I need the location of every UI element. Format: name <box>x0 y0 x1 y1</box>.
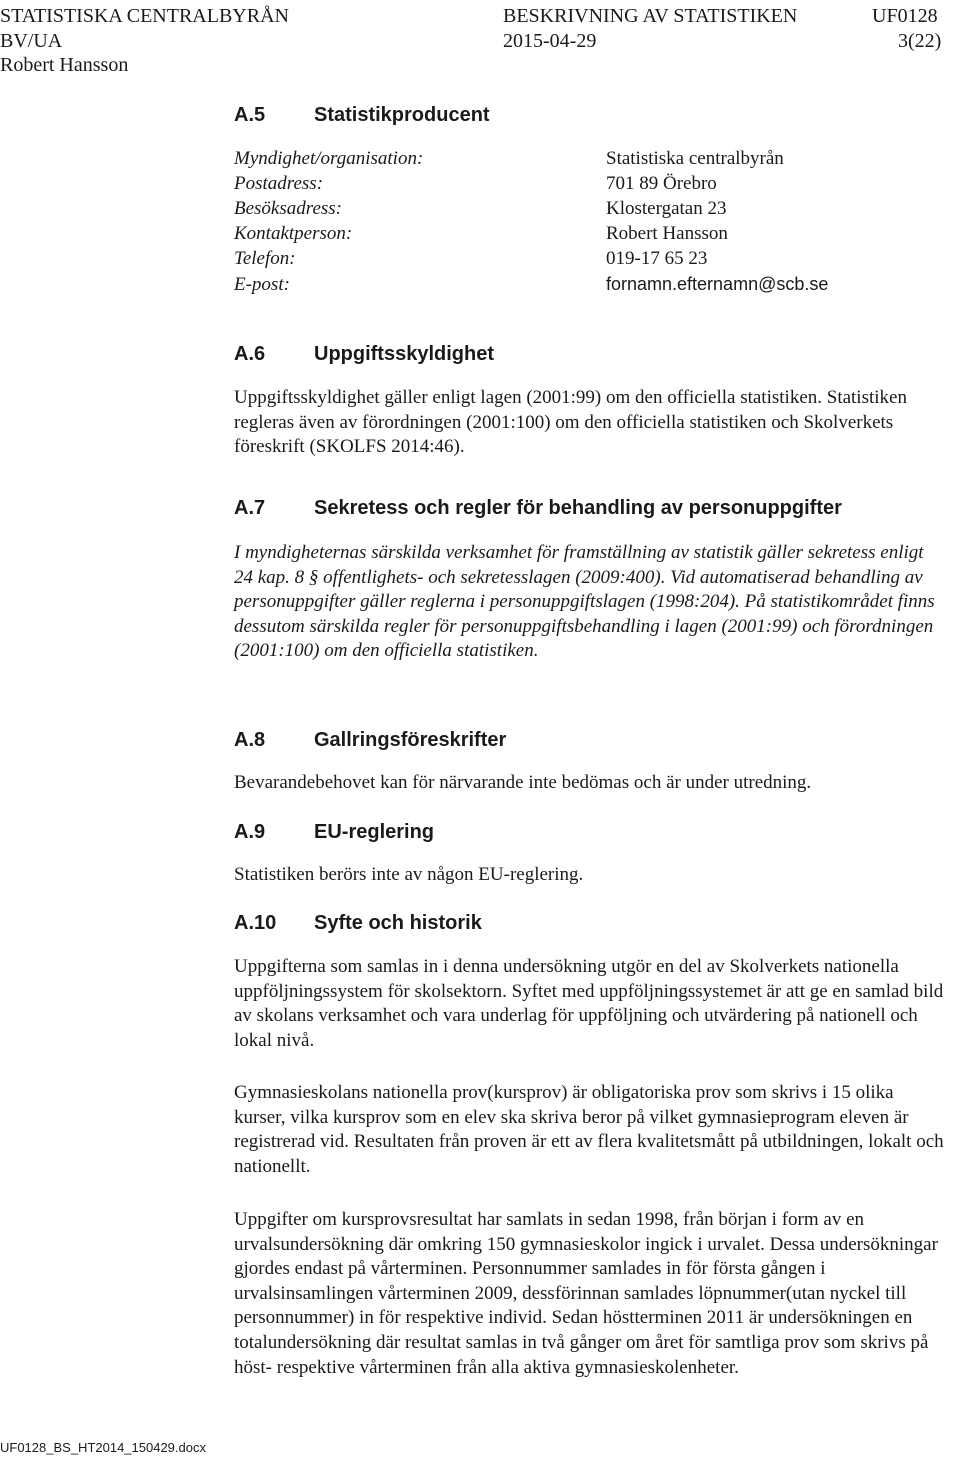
email-link[interactable]: fornamn.efternamn@scb.se <box>606 274 829 294</box>
section-a10-paragraph-2: Gymnasieskolans nationella prov(kursprov) är obligatoriska prov som skrivs i 15 olika kurser, vilka kursprov som en elev ska skriva beror på vilket gymnasieprogram eleven är registrerad vid. Resultaten från proven är ett av flera kvalitetsmått på utbildningen, lokalt och nationellt. <box>234 1082 944 1177</box>
header-doc-type: BESKRIVNING AV STATISTIKEN <box>503 5 798 27</box>
section-a9-heading <box>234 819 434 845</box>
section-a6-heading <box>234 341 494 367</box>
info-label: Postadress: <box>234 173 324 194</box>
section-number: A.7 <box>234 497 266 519</box>
section-title: Statistikproducent <box>314 104 490 126</box>
header-unit: BV/UA <box>0 30 63 52</box>
section-number: A.10 <box>234 912 277 934</box>
info-value: 701 89 Örebro <box>606 173 717 194</box>
section-a9-text: Statistiken berörs inte av någon EU-reglering. <box>234 864 584 885</box>
section-a5-heading <box>234 102 490 128</box>
section-title: Gallringsföreskrifter <box>314 729 507 751</box>
info-row <box>234 222 728 246</box>
section-a8-text: Bevarandebehovet kan för närvarande inte bedömas och är under utredning. <box>234 772 812 793</box>
header-page: 3(22) <box>898 30 942 52</box>
section-number: A.8 <box>234 729 266 751</box>
info-row <box>234 172 717 196</box>
header-code: UF0128 <box>872 5 938 27</box>
info-row <box>234 247 707 271</box>
section-number: A.6 <box>234 343 266 365</box>
info-value: 019-17 65 23 <box>606 248 708 269</box>
info-value: Klostergatan 23 <box>606 198 727 219</box>
info-label: Kontaktperson: <box>234 223 353 244</box>
section-number: A.9 <box>234 821 266 843</box>
section-title: Uppgiftsskyldighet <box>314 343 495 365</box>
info-value: Robert Hansson <box>606 223 728 244</box>
info-label: E-post: <box>234 274 290 295</box>
section-a6-text: Uppgiftsskyldighet gäller enligt lagen (2001:99) om den officiella statistiken. Statistiken regleras även av förordningen (2001:100) om den officiella statistiken och Skolverkets föreskrift (SKOLFS 2014:46). <box>234 387 907 458</box>
info-row <box>234 197 727 221</box>
section-a7-heading <box>234 495 842 521</box>
section-title: Sekretess och regler för behandling av personuppgifter <box>314 497 842 519</box>
info-row <box>234 147 784 171</box>
section-a8-heading <box>234 727 506 753</box>
section-a7-text: I myndigheternas särskilda verksamhet för framställning av statistik gäller sekretess enligt 24 kap. 8 § offentlighets- och sekretesslagen (2009:400). Vid automatiserad behandling av personuppgifter gäller reglerna i personuppgiftslagen (1998:204). På statistikområdet finns dessutom särskilda regler för personuppgiftsbehandling i lagen (2001:99) och förordningen (2001:100) om den officiella statistiken. <box>234 542 935 662</box>
header-org: STATISTISKA CENTRALBYRÅN <box>0 5 289 27</box>
header-author: Robert Hansson <box>0 54 129 76</box>
section-number: A.5 <box>234 104 266 126</box>
info-label: Telefon: <box>234 248 296 269</box>
section-a10-paragraph-1: Uppgifterna som samlas in i denna undersökning utgör en del av Skolverkets nationella uppföljningssystem för skolsektorn. Syftet med uppföljningssystemet är att ge en samlad bild av skolans verksamhet och vara underlag för uppföljning och utvärdering på nationell och lokal nivå. <box>234 956 944 1051</box>
info-label: Myndighet/organisation: <box>234 148 424 169</box>
section-a10-heading <box>234 910 482 936</box>
info-value: Statistiska centralbyrån <box>606 148 784 169</box>
info-label: Besöksadress: <box>234 198 342 219</box>
header-date: 2015-04-29 <box>503 30 597 52</box>
footer-filename: UF0128_BS_HT2014_150429.docx <box>0 1440 206 1455</box>
section-title: Syfte och historik <box>314 912 482 934</box>
info-row <box>234 272 828 297</box>
section-title: EU-reglering <box>314 821 435 843</box>
section-a10-paragraph-3: Uppgifter om kursprovsresultat har samlats in sedan 1998, från början i form av en urvalsundersökning där omkring 150 gymnasieskolor ingick i urvalet. Dessa undersökningar gjordes endast på vårterminen. Personnummer samlades in för första gången i urvalsinsamlingen vårterminen 2009, dessförinnan samlades löpnummer(utan nyckel till personnummer) in för respektive individ. Sedan höstterminen 2011 är undersökningen en totalundersökning där resultat samlas in två gånger om året för samtliga prov som skrivs på höst- respektive vårterminen från alla aktiva gymnasieskolenheter. <box>234 1209 938 1378</box>
